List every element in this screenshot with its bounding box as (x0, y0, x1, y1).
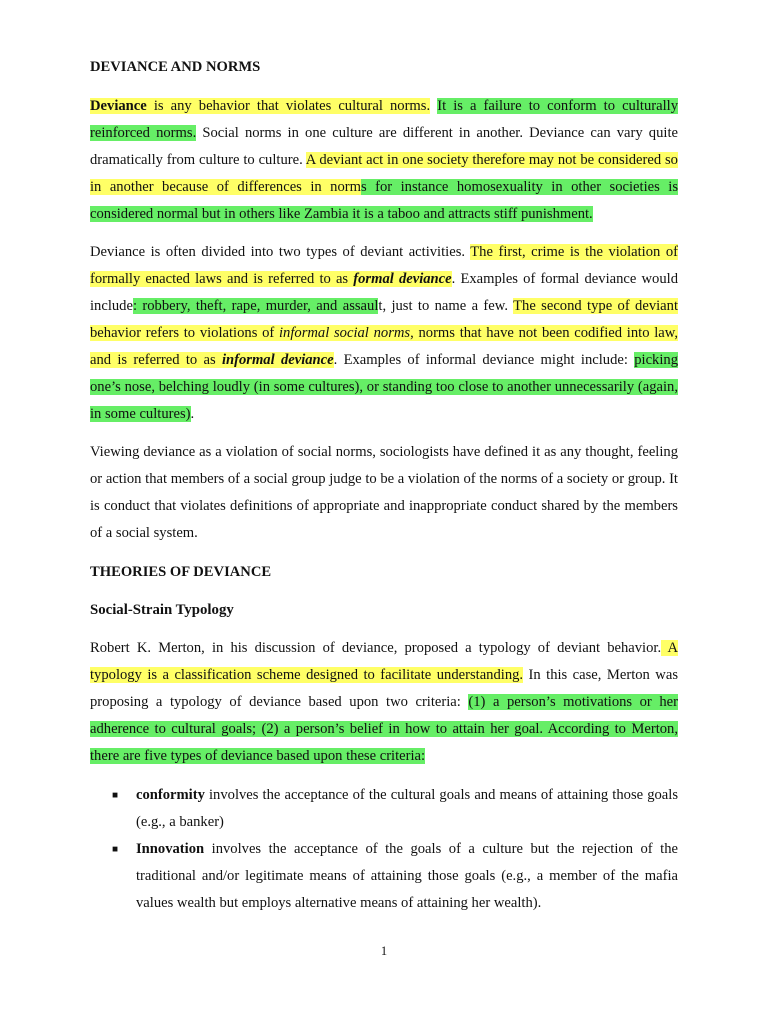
square-bullet-icon: ■ (112, 844, 119, 855)
text-span: . Examples of informal deviance might include: (333, 352, 635, 368)
text-span: . (190, 406, 195, 422)
list-item (90, 782, 678, 836)
subsection-heading-social-strain-typology: Social-Strain Typology (90, 602, 234, 618)
highlight-yellow: A deviant act in one society therefore may not be considered so in another because of differences in norm (90, 152, 678, 195)
highlight-green: s for instance homosexuality in other societies is considered normal but in others like Zambia it is a taboo and attracts stiff punishment. (90, 179, 678, 222)
paragraph-merton-typology (90, 635, 678, 770)
square-bullet-icon: ■ (112, 790, 119, 801)
paragraph-types-of-deviance (90, 239, 678, 428)
deviance-types-list (90, 782, 678, 917)
term-informal-deviance: informal deviance (221, 352, 334, 368)
text-span: t, just to name a few. (378, 298, 514, 314)
highlight-green: It is a failure to conform to culturally reinforced norms. (90, 98, 678, 141)
highlight-yellow: A typology is a classification scheme designed to facilitate understanding. (90, 640, 678, 683)
text-span: The second type of deviant behavior refers to violations of (90, 298, 679, 341)
paragraph-deviance-definition (90, 93, 678, 228)
text-span: is any behavior that violates cultural norms. (146, 98, 431, 114)
section-heading-theories-of-deviance: THEORIES OF DEVIANCE (90, 564, 272, 580)
list-item (90, 836, 678, 917)
highlight-yellow (90, 98, 430, 114)
highlight-green: : robbery, theft, rape, murder, and assaul (132, 298, 379, 314)
text-span: Deviance is often divided into two types of deviant activities. (90, 244, 471, 260)
highlight-green: (1) a person’s motivations or her adherence to cultural goals; (2) a person’s belief in how to attain her goal. According to Merton, there are five types of deviance based upon these criteria: (90, 694, 678, 764)
text-span: . Examples of formal deviance would include (90, 271, 678, 314)
text-span: The first, crime is the violation of formally enacted laws and is referred to as (90, 244, 678, 287)
document-body (90, 54, 678, 917)
text-span: In this case, Merton was proposing a typology of deviance based upon two criteria: (90, 667, 678, 710)
paragraph-sociological-definition: Viewing deviance as a violation of social norms, sociologists have defined it as any thought, feeling or action that members of a social group judge to be a violation of the norms of a society or group. It is conduct that violates definitions of appropriate and inappropriate conduct shared by the members of a social system. (90, 444, 678, 541)
term-deviance: Deviance (90, 98, 147, 114)
text-span: Robert K. Merton, in his discussion of deviance, proposed a typology of deviant behavior. (90, 640, 662, 656)
term-informal-social-norms: informal social norms (279, 325, 411, 341)
term-formal-deviance: formal deviance (353, 271, 452, 287)
section-heading-deviance-and-norms: DEVIANCE AND NORMS (90, 59, 261, 75)
text-span: , norms that have not been codified into law, and is referred to as (90, 325, 678, 368)
highlight-green: picking one’s nose, belching loudly (in some cultures), or standing too close to another unnecessarily (again, in some cultures) (90, 352, 678, 422)
text-span: Social norms in one culture are different in another. Deviance can vary quite dramatically from culture to culture. (90, 125, 678, 168)
list-item-text: involves the acceptance of the cultural goals and means of attaining those goals (e.g., a banker) (136, 787, 678, 830)
list-item-term: Innovation (136, 841, 205, 857)
list-item-text: involves the acceptance of the goals of a culture but the rejection of the traditional and/or legitimate means of attaining those goals (e.g., a member of the mafia values wealth but employs alternative means of attaining her wealth). (136, 841, 678, 911)
list-item-term: conformity (136, 787, 205, 803)
page-number: 1 (380, 944, 388, 958)
